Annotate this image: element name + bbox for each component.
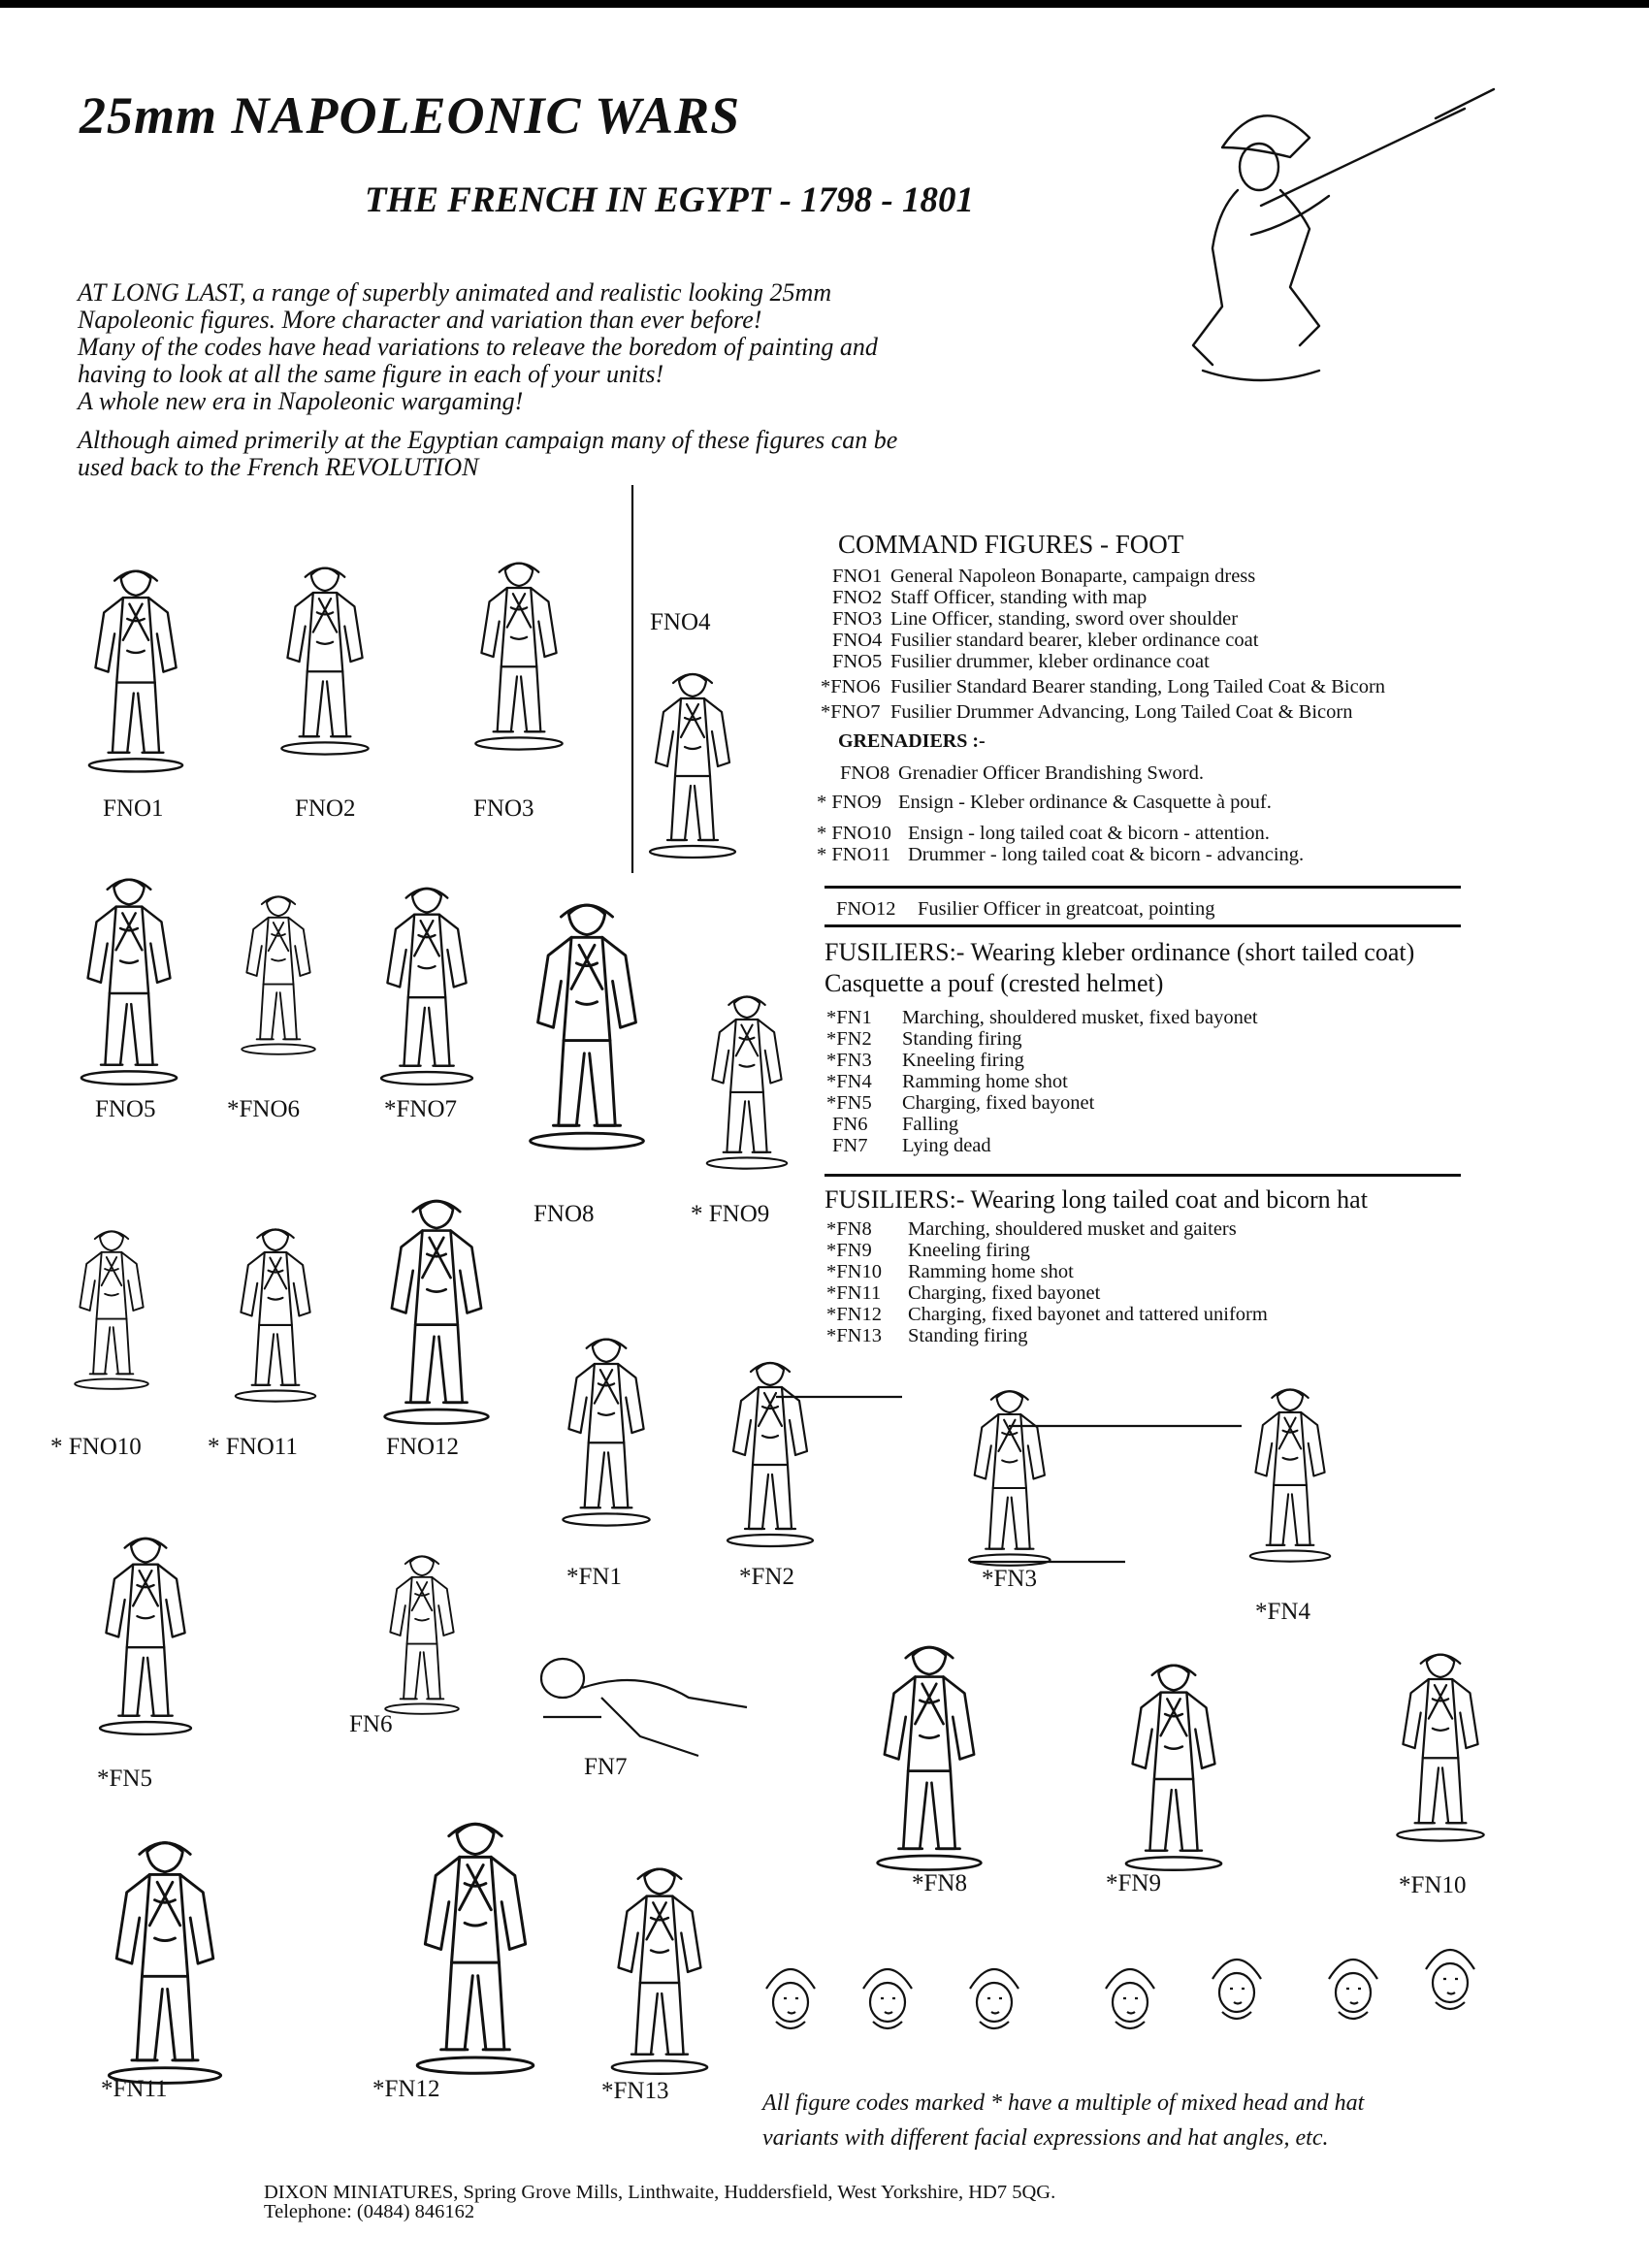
list-item: *FN9 Kneeling firing [826,1240,1030,1261]
list-item: *FN12 Charging, fixed bayonet and tattered uniform [826,1304,1268,1325]
intro-line: Many of the codes have head variations to releave the boredom of painting and [78,333,878,361]
intro-line: having to look at all the same figure in each of your units! [78,360,664,388]
list-item: * FNO9 Ensign - Kleber ordinance & Casquette à pouf. [817,792,1272,813]
list-item: * FNO10 Ensign - long tailed coat & bicorn - attention. [817,823,1270,844]
figure-illustration [524,1639,757,1775]
figure-caption: *FN12 [372,2076,440,2102]
figure-illustration [58,1174,165,1436]
company-address: DIXON MINIATURES, Spring Grove Mills, Linthwaite, Huddersfield, West Yorkshire, HD7 5QG. Telephone: (0484) 846162 [264,2182,1056,2222]
figure-caption: *FN13 [601,2078,669,2104]
list-item: FNO4 Fusilier standard bearer, kleber ordinance coat [832,630,1259,651]
figure-caption: *FN10 [1399,1872,1467,1898]
command-section [817,530,1386,865]
list-item: *FN5 Charging, fixed bayonet [826,1092,1095,1114]
figure-caption: FNO1 [103,795,164,822]
list-item: FNO1 General Napoleon Bonaparte, campaign dress [832,566,1256,587]
figure-illustration [504,854,669,1183]
figure-illustration [611,485,757,892]
section-title: Casquette a pouf (crested helmet) [824,969,1164,997]
intro-line: A whole new era in Napoleonic wargaming! [78,387,524,415]
figure-caption: *FNO7 [384,1096,458,1122]
figure-caption: FN6 [349,1711,393,1737]
grenadiers-heading: GRENADIERS :- [838,730,986,752]
list-item: * FNO11 Drummer - long tailed coat & bicorn - advancing. [817,844,1305,865]
figure-caption: *FN5 [97,1766,152,1792]
fno12-entry: FNO12 Fusilier Officer in greatcoat, pointing [836,898,1215,920]
figure-caption: *FN9 [1106,1870,1161,1896]
figure-caption: *FN4 [1255,1599,1310,1625]
figure-illustration [951,1368,1242,1571]
figure-caption: FNO4 [650,609,711,635]
list-item: *FNO7 Fusilier Drummer Advancing, Long Tailed Coat & Bicorn [821,701,1353,723]
intro-line: Although aimed primerily at the Egyptian campaign many of these figures can be [78,426,898,454]
figure-illustration [217,1203,334,1416]
figure-illustration [369,1804,582,2076]
figure-illustration [58,1824,272,2086]
figure-caption: * FNO9 [691,1201,770,1227]
fusilier-charging-illustration [1145,89,1513,419]
figure-caption: *FN1 [566,1564,622,1590]
figure-illustration [369,1523,475,1736]
figure-illustration [48,1523,242,1736]
figure-caption: *FN2 [739,1564,794,1590]
figure-caption: *FN3 [982,1566,1037,1592]
head-variants-illustration [757,1940,1494,2057]
figure-caption: * FNO10 [50,1434,142,1460]
section-title: FUSILIERS:- Wearing long tailed coat and bicorn hat [824,1185,1368,1214]
list-item: *FN8 Marching, shouldered musket and gaiters [826,1218,1237,1240]
list-item: FNO5 Fusilier drummer, kleber ordinance coat [832,651,1210,672]
figure-caption: FNO5 [95,1096,156,1122]
figure-caption: FNO12 [386,1434,460,1460]
figure-illustration [1077,1649,1271,1872]
figure-caption: FNO3 [473,795,534,822]
figure-caption: * FNO11 [208,1434,298,1460]
list-item: *FN11 Charging, fixed bayonet [826,1282,1101,1304]
fusiliers-bicorn-section [824,1185,1368,1346]
intro-line: used back to the French REVOLUTION [78,453,479,481]
list-item: FNO8 Grenadier Officer Brandishing Sword. [840,762,1205,784]
fusiliers-kleber-list [824,1007,1414,1156]
list-item: *FN4 Ramming home shot [826,1071,1068,1092]
figure-caption: FN7 [584,1754,628,1780]
page-title: 25mm NAPOLEONIC WARS [80,86,741,145]
figure-caption: *FNO6 [227,1096,301,1122]
list-item: *FN3 Kneeling firing [826,1050,1024,1071]
list-item: FN7 Lying dead [832,1135,991,1156]
divider [824,886,1461,889]
figure-illustration [582,1853,737,2076]
command-list [821,566,1386,723]
page-subtitle: THE FRENCH IN EGYPT - 1798 - 1801 [365,180,974,220]
figure-illustration [708,1329,902,1552]
figure-illustration [842,1630,1017,1872]
fusiliers-bicorn-list [824,1218,1368,1346]
intro-line: AT LONG LAST, a range of superbly animated and realistic looking 25mm [78,278,832,307]
figure-caption: FNO2 [295,795,356,822]
command-title: COMMAND FIGURES - FOOT [838,530,1184,559]
fusiliers-kleber-section [824,937,1414,1156]
list-item: FNO2 Staff Officer, standing with map [832,587,1148,608]
top-border [0,0,1649,8]
figure-caption: *FN8 [912,1870,967,1896]
figure-illustration [543,1290,669,1562]
head-variants-note: All figure codes marked * have a multiple of mixed head and hat variants with different facial expressions and hat angles, etc. [762,2090,1365,2151]
list-item: *FN1 Marching, shouldered musket, fixed bayonet [826,1007,1258,1028]
divider [824,1174,1461,1177]
figure-illustration [1232,1348,1348,1591]
figure-illustration [56,863,202,1086]
figure-illustration [225,854,332,1086]
list-item: FNO3 Line Officer, standing, sword over shoulder [832,608,1239,630]
divider [824,924,1461,927]
figure-illustration [359,1183,514,1426]
figure-illustration [262,524,388,786]
figure-illustration [68,543,204,786]
intro-text [78,279,897,481]
figure-illustration [359,873,495,1086]
grenadiers-list [817,762,1385,865]
figure-caption: FNO8 [534,1201,595,1227]
list-item: *FN10 Ramming home shot [826,1261,1074,1282]
figure-illustration [1377,1620,1504,1863]
figure-illustration [456,519,582,781]
list-item: *FN13 Standing firing [826,1325,1028,1346]
list-item: FN6 Falling [832,1114,959,1135]
intro-line: Napoleonic figures. More character and variation than ever before! [78,306,762,334]
figure-caption: *FN11 [101,2076,168,2102]
list-item: *FNO6 Fusilier Standard Bearer standing, Long Tailed Coat & Bicorn [821,676,1386,697]
section-title: FUSILIERS:- Wearing kleber ordinance (short tailed coat) [824,938,1415,966]
figure-illustration [689,970,805,1183]
list-item: *FN2 Standing firing [826,1028,1022,1050]
